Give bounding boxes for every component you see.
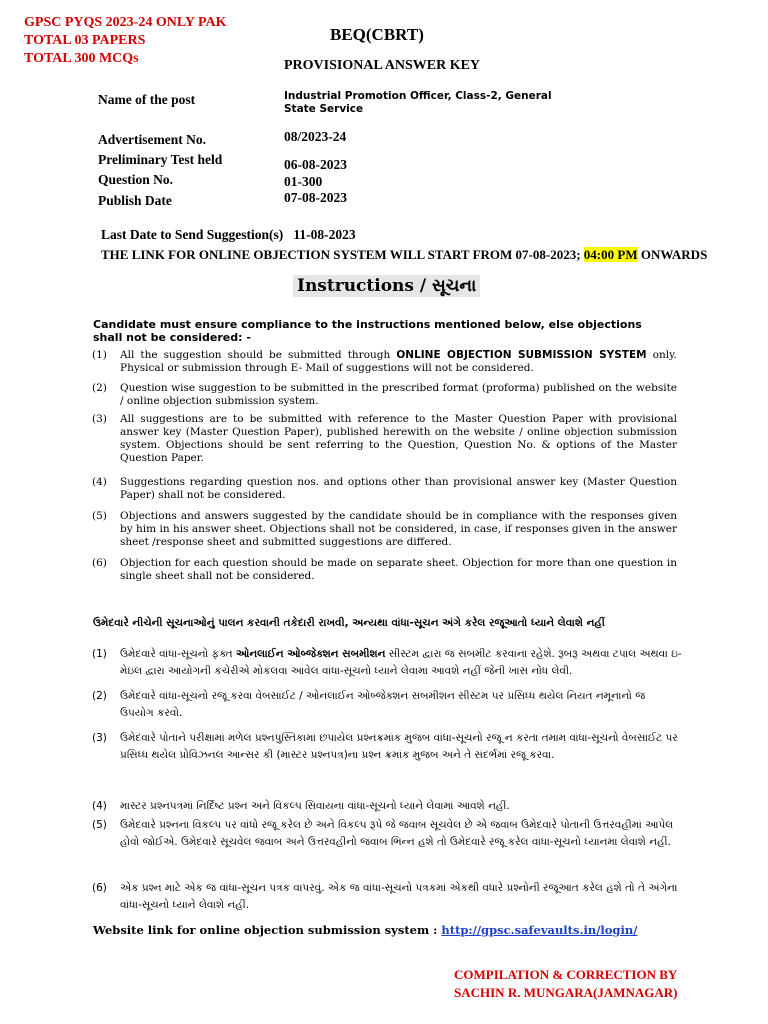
promo-line-3: TOTAL 300 MCQs [24,51,139,66]
english-item-2 [92,382,677,408]
item-text: All the suggestion should be submitted through [120,349,391,361]
item-number: (4) [92,476,107,488]
item-text-cont: only. Physical or submission through E- Mail of suggestions will not be considered. [120,349,677,374]
item-text: Suggestions regarding question nos. and options other than provisional answer key (Master Question Paper) shall not be considered. [120,476,677,501]
item-text: ઉમેદવારે પ્રશ્નના વિકલ્પ પર વાંધો રજૂ કરેલ છે અને વિકલ્પ રૂપે જે જવાબ સૂચવેલ છે એ જવાબ ઉમેદવારે પોતાની ઉત્તરવહીમાં આપેલ હોવો જોઈએ. ઉમેદવારે સૂચવેલ જવાબ અને ઉત્તરવહીનો જવાબ ભિન્ન હશે તો ઉમેદવારે રજૂ કરેલ વાંધા-સૂચનો ધ્યાનમા લેવાશે નહીં. [120,819,674,848]
item-number: (1) [92,648,107,660]
item-text: ઉમેદવારે વાંધા-સૂચનો રજૂ કરવા વેબસાઈટ / ઓનલાઈન ઓબ્જેક્શન સબમીશન સીસ્ટમ પર પ્રસિધ્ધ થયેલ નિયત નમૂનાનો જ ઉપયોગ કરવો. [120,690,646,719]
promo-block [24,14,227,68]
test-held-label: Preliminary Test held [98,152,223,167]
link-notice [101,247,707,263]
link-notice-suffix: ONWARDS [640,247,708,262]
gujarati-item-2 [92,688,682,722]
deadline-value: 11-08-2023 [293,227,356,242]
item-text: All suggestions are to be submitted with reference to the Master Question Paper with provisional answer key (Master Question Paper), published herewith on the website / online objection submission system. Objections should be sent referring to the Question, Question No. & options of the Master Question Paper. [120,413,677,464]
website-link-label: Website link for online objection submission system : [93,923,438,937]
item-number: (2) [92,690,107,702]
item-number: (4) [92,800,107,812]
item-text: ઉમેદવારે પોતાને પરીક્ષામાં મળેલ પ્રશ્નપુસ્તિકામાં છપાયેલ પ્રશ્નક્રમાંક મુજબ વાંધા-સૂચનો રજૂ ન કરતા તમામ વાંધા-સૂચનો વેબસાઈટ પર પ્રસિધ્ધ થયેલ પ્રોવિઝનલ આન્સર કી (માસ્ટર પ્રશ્નપત્ર)ના પ્રશ્ન ક્રમાંક મુજબ અને તે સંદર્ભમાં રજૂ કરવા. [120,732,678,761]
item-number: (2) [92,382,107,394]
promo-line-2: TOTAL 03 PAPERS [24,33,146,48]
item-number: (6) [92,557,107,569]
item-text-cont: સીસ્ટમ દ્વારા જ સબમીટ કરવાના રહેશે. રૂબરૂ અથવા ટપાલ અથવા ઇ- મેઇલ દ્વારા આયોગની કચેરીએ મોકલવા આવેલ વાંધા-સૂચનો ધ્યાને લેવામા આવશે નહીં જેની ખાસ નોંધ લેવી. [120,648,682,677]
item-number: (5) [92,819,107,831]
english-item-3 [92,413,677,465]
question-no-value: 01-300 [284,174,323,189]
gujarati-item-1 [92,646,682,680]
publish-date-value: 07-08-2023 [284,190,347,205]
compilation-block [454,966,678,1002]
website-link-line [93,923,637,937]
english-item-1 [92,349,677,375]
item-text: Objection for each question should be made on separate sheet. Objection for more than one question in single sheet shall not be considered. [120,557,677,582]
compilation-line-1: COMPILATION & CORRECTION BY [454,967,678,982]
item-bold-text: ONLINE OBJECTION SUBMISSION SYSTEM [396,349,647,361]
compilation-line-2: SACHIN R. MUNGARA(JAMNAGAR) [454,985,678,1000]
english-intro: Candidate must ensure compliance to the instructions mentioned below, else objections shall not be considered: - [93,318,642,344]
item-text: Objections and answers suggested by the candidate should be in compliance with the responses given by him in his answer sheet. Objections shall not be considered, in case, if responses given in the answer sheet /response sheet and submitted suggestions are differed. [120,510,677,548]
deadline-label: Last Date to Send Suggestion(s) [101,227,284,242]
gujarati-item-6 [92,880,682,914]
instructions-heading: Instructions / સૂચના [293,275,480,297]
advertisement-label: Advertisement No. [98,132,206,147]
item-number: (1) [92,349,107,361]
gujarati-item-5 [92,817,682,851]
test-held-value: 06-08-2023 [284,157,347,172]
item-text: એક પ્રશ્ન માટે એક જ વાંધા-સૂચન પત્રક વાપરવું. એક જ વાંધા-સૂચનો પત્રકમાં એકથી વધારે પ્રશ્નોની રજૂઆત કરેલ હશે તો તે અંગેના વાંધા-સૂચનો ધ્યાને લેવાશે નહીં. [120,882,678,911]
document-subtitle: PROVISIONAL ANSWER KEY [284,58,481,73]
advertisement-value: 08/2023-24 [284,129,347,144]
link-notice-prefix: THE LINK FOR ONLINE OBJECTION SYSTEM WILL START FROM 07-08-2023; [101,247,581,262]
website-link[interactable]: http://gpsc.safevaults.in/login/ [441,923,638,937]
item-text: ઉમેદવારે વાંધા-સૂચનો ફક્ત [120,648,233,660]
link-notice-time: 04:00 PM [583,247,638,262]
gujarati-intro: ઉમેદવારે નીચેની સૂચનાઓનું પાલન કરવાની તકેદારી રાખવી, અન્યથા વાંધા-સૂચન અંગે કરેલ રજૂઆતો ધ્યાને લેવાશે નહીં [93,617,605,629]
item-bold-text: ઓનલાઈન ઓબ્જેક્શન સબમીશન [235,648,386,660]
question-no-label: Question No. [98,172,174,187]
item-number: (5) [92,510,107,522]
document-title: BEQ(CBRT) [330,25,424,44]
item-number: (3) [92,732,107,744]
post-label: Name of the post [98,92,196,107]
post-value: Industrial Promotion Officer, Class-2, General State Service [284,90,552,115]
english-item-4 [92,476,677,502]
item-text: Question wise suggestion to be submitted in the prescribed format (proforma) published on the website / online objection submission system. [120,382,677,407]
english-item-5 [92,510,677,549]
gujarati-item-3 [92,730,682,764]
english-item-6 [92,557,677,583]
promo-line-1: GPSC PYQS 2023-24 ONLY PAK [24,15,227,30]
item-text: માસ્ટર પ્રશ્નપત્રમાં નિર્દિષ્ટ પ્રશ્ન અને વિકલ્પ સિવાયના વાંધા-સૂચનો ધ્યાને લેવામાં આવશે નહીં. [120,800,510,812]
item-number: (6) [92,882,107,894]
publish-date-label: Publish Date [98,193,172,208]
deadline-line [101,227,356,243]
item-number: (3) [92,413,107,425]
gujarati-item-4 [92,798,682,815]
